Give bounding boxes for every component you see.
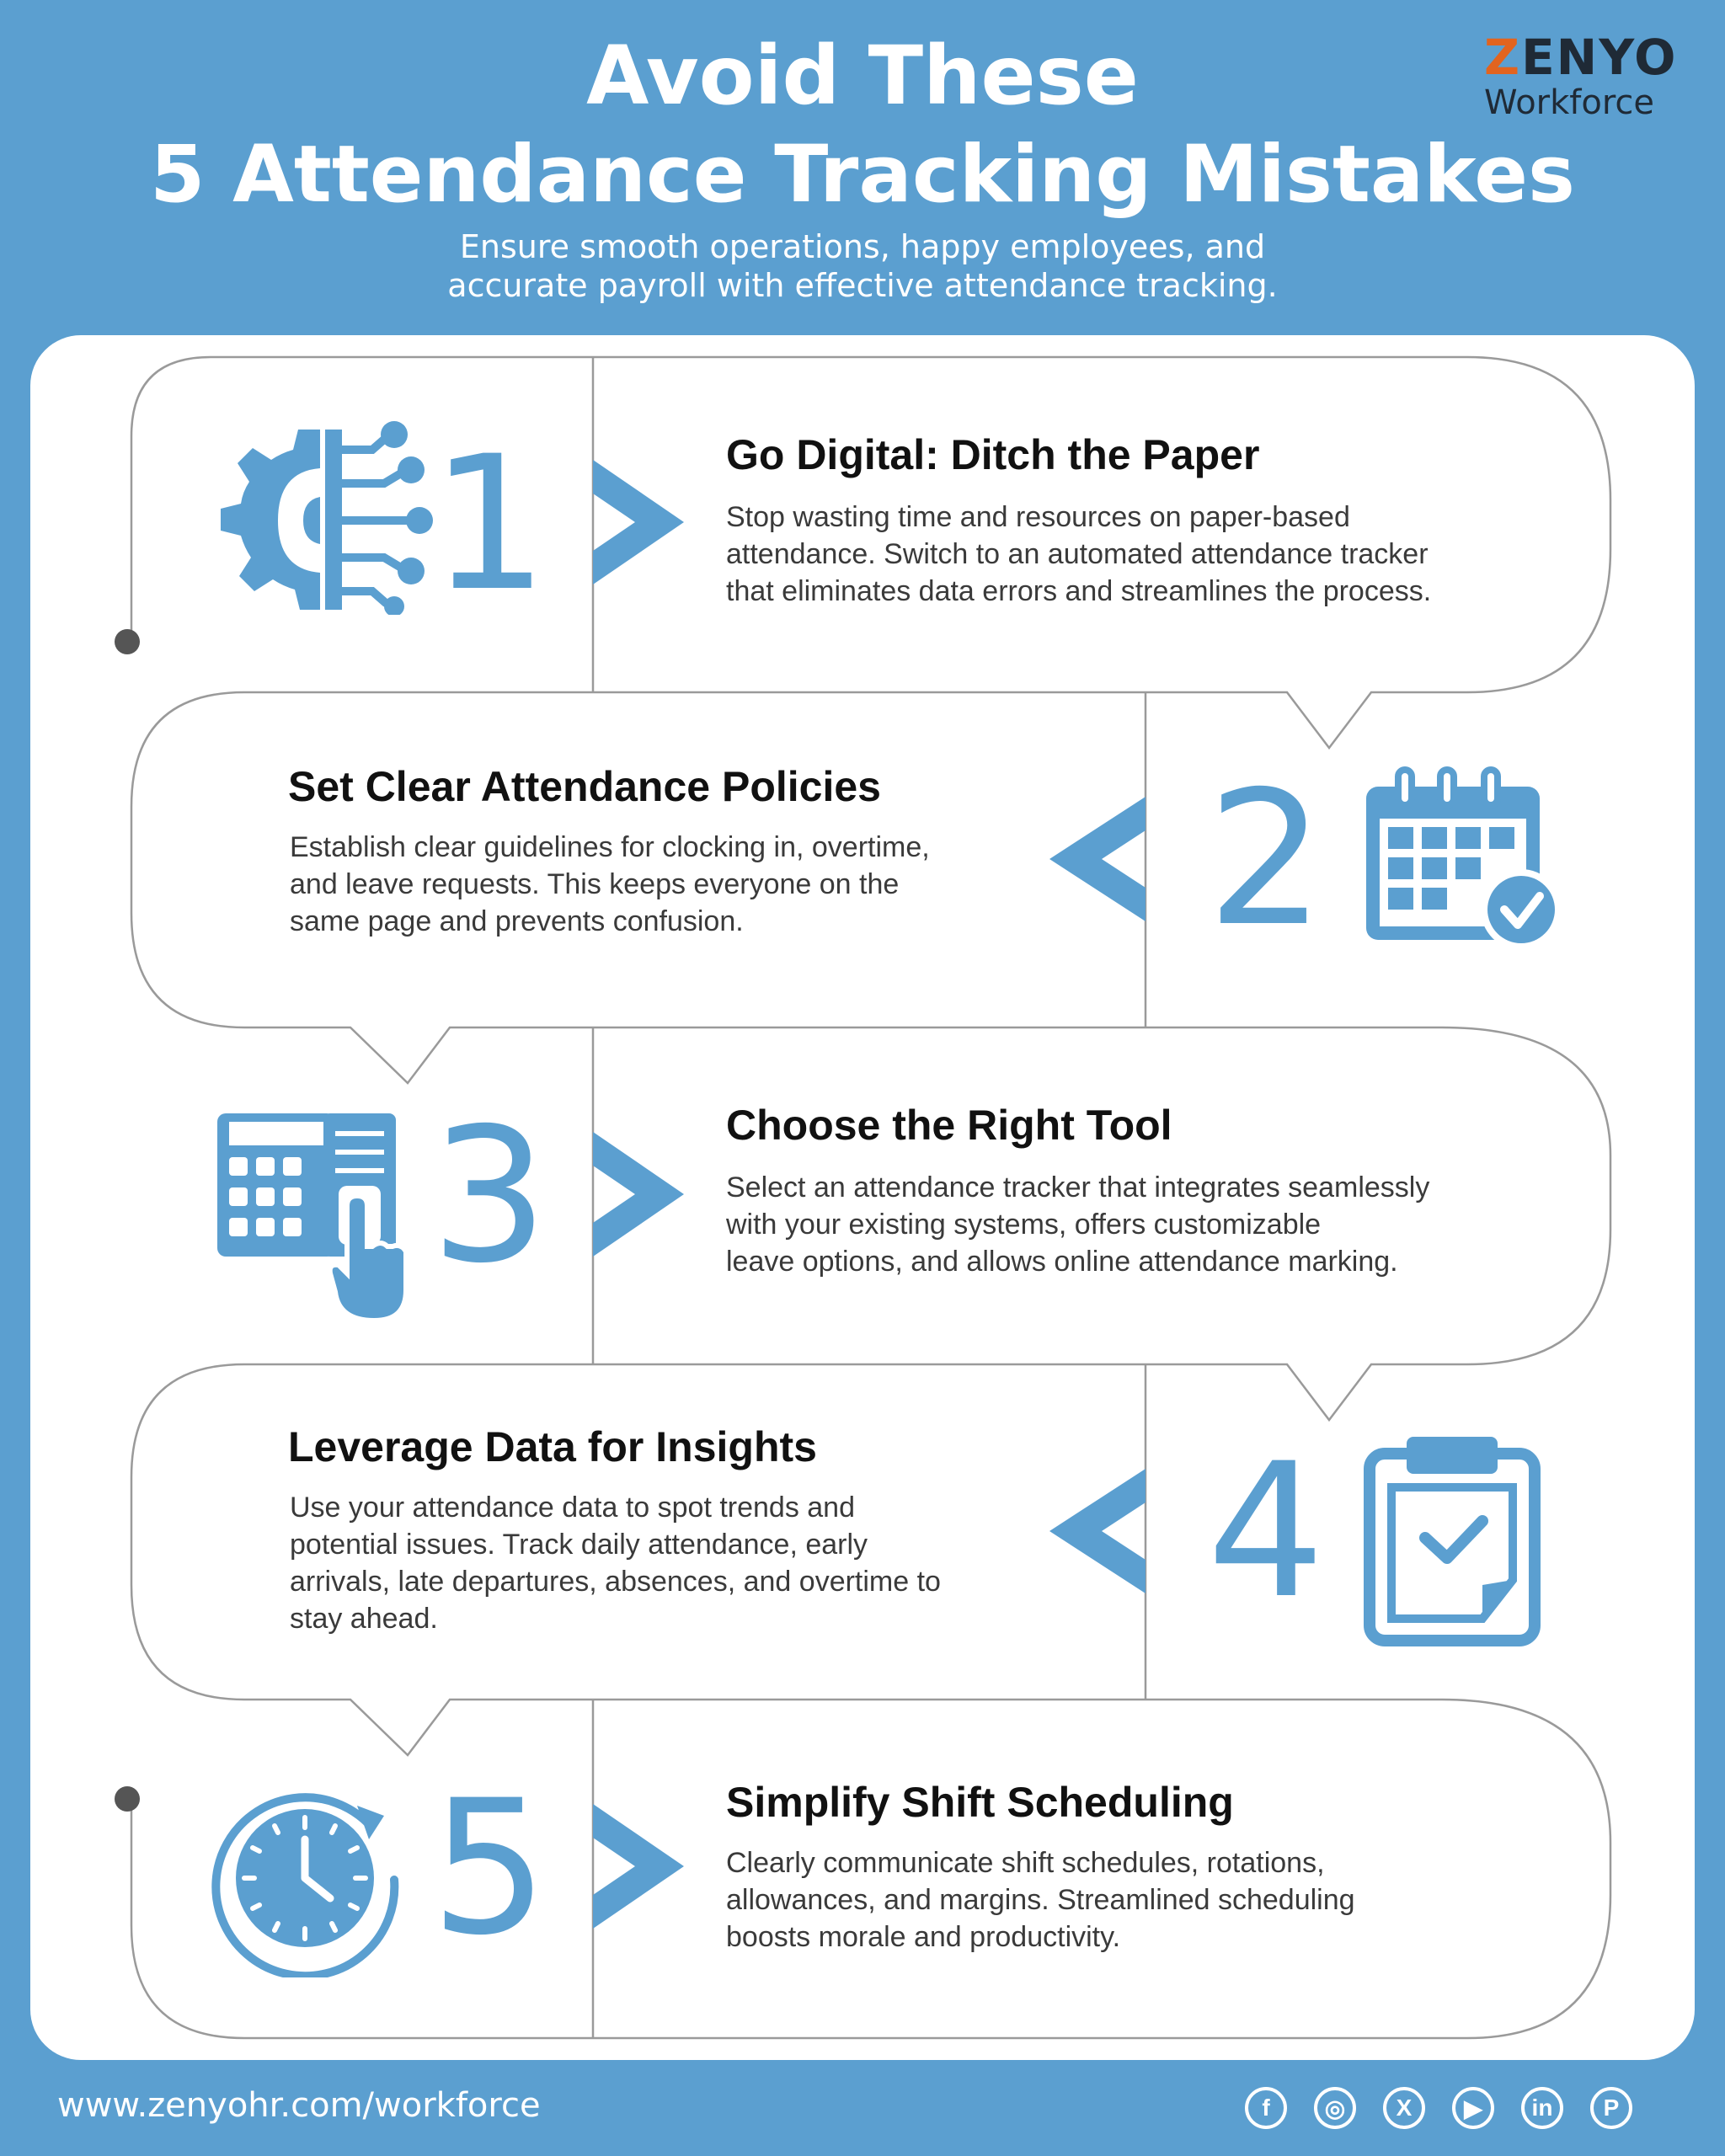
step-4-line-4: stay ahead. [290,1603,438,1635]
clipboard-check-icon [1358,1428,1543,1647]
step-3-line-2: with your existing systems, offers customizable [726,1209,1322,1241]
logo-letter-z: Z [1484,29,1522,86]
timeline-end-dot [115,1786,140,1812]
step-4-line-1: Use your attendance data to spot trends and [290,1492,856,1524]
clock-refresh-icon [204,1775,406,1977]
pinterest-icon[interactable]: P [1590,2087,1632,2129]
gear-circuit-icon [207,413,443,615]
youtube-icon[interactable]: ▶ [1452,2087,1494,2129]
calculator-touch-icon [212,1105,414,1324]
step-title-4: Leverage Data for Insights [288,1423,817,1470]
step-description-4 [290,1489,941,1637]
step-description-1 [726,499,1431,610]
step-number-5: 5 [430,1760,548,1976]
step-number-1: 1 [430,416,548,632]
logo-subtitle: Workforce [1484,83,1655,122]
website-link[interactable]: www.zenyohr.com/workforce [57,2086,541,2125]
step-1-line-1: Stop wasting time and resources on paper-based [726,501,1350,533]
step-number-4: 4 [1207,1423,1325,1639]
step-4-line-3: arrivals, late departures, absences, and overtime to [290,1566,941,1598]
step-4-line-2: potential issues. Track daily attendance, early [290,1529,868,1561]
step-1-line-3: that eliminates data errors and streamlines the process. [726,575,1432,607]
chevron-right-icon-5 [593,1804,684,1929]
x-icon[interactable]: X [1383,2087,1425,2129]
subtitle-line-2: accurate payroll with effective attendance tracking. [447,267,1278,304]
social-links [1245,2085,1632,2132]
zenyo-logo [1484,30,1686,121]
logo-brand-rest: ENYO [1521,29,1678,86]
step-5-line-3: boosts morale and productivity. [726,1921,1121,1953]
step-description-2 [290,829,930,940]
step-2-line-2: and leave requests. This keeps everyone on the [290,868,900,900]
step-description-5 [726,1844,1355,1956]
title-line-2: 5 Attendance Tracking Mistakes [150,129,1575,221]
chevron-right-icon-1 [593,460,684,584]
step-number-3: 3 [430,1088,548,1304]
timeline-start-dot [115,629,140,654]
calendar-check-icon [1358,761,1568,955]
step-5-line-2: allowances, and margins. Streamlined scheduling [726,1884,1355,1916]
step-3-line-1: Select an attendance tracker that integrates seamlessly [726,1171,1430,1203]
step-title-3: Choose the Right Tool [726,1102,1172,1149]
chevron-left-icon-2 [1049,797,1146,921]
step-title-5: Simplify Shift Scheduling [726,1779,1234,1826]
linkedin-icon[interactable]: in [1521,2087,1563,2129]
step-number-2: 2 [1207,751,1325,967]
subtitle-line-1: Ensure smooth operations, happy employees, and [459,228,1266,265]
chevron-left-icon-4 [1049,1469,1146,1593]
content-panel [30,335,1695,2060]
step-5-line-1: Clearly communicate shift schedules, rotations, [726,1847,1325,1879]
step-1-line-2: attendance. Switch to an automated attendance tracker [726,538,1429,570]
chevron-right-icon-3 [593,1132,684,1257]
title-line-1: Avoid These [586,29,1139,123]
step-3-line-3: leave options, and allows online attendance marking. [726,1246,1398,1278]
facebook-icon[interactable]: f [1245,2087,1287,2129]
step-description-3 [726,1169,1429,1280]
step-title-2: Set Clear Attendance Policies [288,763,881,810]
step-2-line-3: same page and prevents confusion. [290,905,744,937]
step-2-line-1: Establish clear guidelines for clocking in, overtime, [290,831,930,863]
instagram-icon[interactable]: ◎ [1314,2087,1356,2129]
step-title-1: Go Digital: Ditch the Paper [726,431,1260,478]
